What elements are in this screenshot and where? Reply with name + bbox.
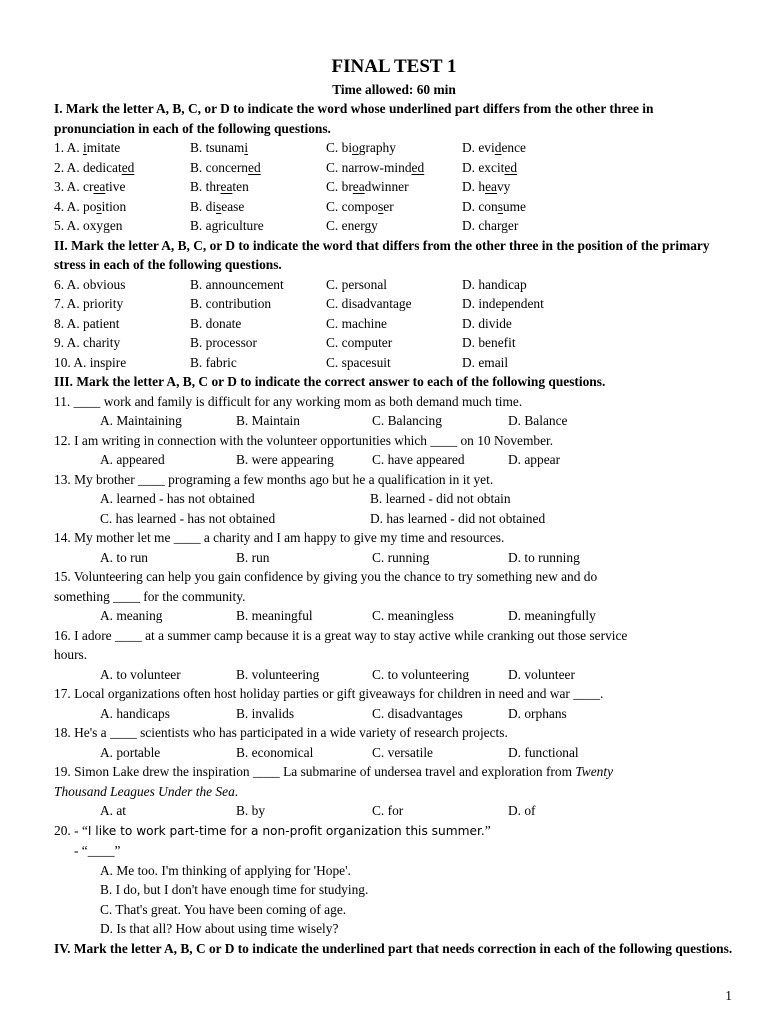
option-c: C. spacesuit <box>326 354 391 370</box>
option-a: 6. A. obvious <box>54 276 126 292</box>
option-c: C. to volunteering <box>372 666 470 682</box>
option-d: D. of <box>508 803 536 818</box>
option-a: A. to volunteer <box>100 666 181 682</box>
option-d: D. volunteer <box>508 666 575 682</box>
option-a: A. Me too. I'm thinking of applying for 'Hope'. <box>100 862 351 878</box>
option-c: C. energy <box>326 218 378 233</box>
option-d: D. meaningfully <box>508 608 596 623</box>
section-2-heading: II. Mark the letter A, B, C, or D to indicate the word that differs from the other three in the position of the primary stress in each of the following questions. <box>54 237 710 272</box>
reply-blank: - “____” <box>74 843 121 858</box>
test-page <box>54 55 734 958</box>
section-2-questions <box>54 275 734 373</box>
option-c: C. composer <box>326 198 394 214</box>
option-b: B. run <box>236 549 270 565</box>
question-12 <box>54 431 734 470</box>
question-13 <box>54 470 734 529</box>
option-a: 4. A. position <box>54 198 127 214</box>
option-b: B. meaningful <box>236 608 313 623</box>
option-a: A. to run <box>100 549 148 565</box>
question-stem-line-1: 16. I adore ____ at a summer camp because it is a great way to stay active while cranking out those service <box>54 627 628 643</box>
underlined-part: ea <box>220 179 233 194</box>
underlined-part: s <box>96 198 102 214</box>
section-1-questions <box>54 138 734 236</box>
option-c: C. have appeared <box>372 452 465 467</box>
option-d: D. email <box>462 354 509 370</box>
question-17 <box>54 684 734 723</box>
question-4 <box>54 197 734 217</box>
option-a: A. portable <box>100 744 161 760</box>
option-d: D. functional <box>508 744 579 760</box>
option-b: B. learned - did not obtain <box>370 491 511 506</box>
option-b: B. concerned <box>190 159 261 175</box>
option-d: D. Is that all? How about using time wisely? <box>100 921 339 936</box>
option-c: C. machine <box>326 315 387 331</box>
option-a: 10. A. inspire <box>54 354 127 370</box>
question-14 <box>54 528 734 567</box>
option-d: D. appear <box>508 452 561 467</box>
book-title-part-2: Thousand Leagues Under the Sea <box>54 783 235 799</box>
option-c: C. versatile <box>372 744 433 760</box>
option-d: D. has learned - did not obtained <box>370 510 546 526</box>
question-stem: 12. I am writing in connection with the volunteer opportunities which ____ on 10 November. <box>54 432 554 448</box>
option-d: D. handicap <box>462 276 527 292</box>
option-c: C. breadwinner <box>326 179 409 194</box>
question-19 <box>54 762 734 821</box>
underlined-part: ea <box>352 179 365 194</box>
option-c: C. That's great. You have been coming of age. <box>100 901 347 917</box>
option-a: 1. A. imitate <box>54 140 121 155</box>
underlined-part: ed <box>504 159 518 175</box>
stem-end: . <box>234 783 239 799</box>
option-d: D. to running <box>508 549 580 565</box>
option-b: B. tsunami <box>190 140 249 155</box>
option-c: C. computer <box>326 335 393 350</box>
underlined-part: ea <box>93 179 106 194</box>
underlined-part: s <box>378 198 384 214</box>
option-b: B. were appearing <box>236 452 334 467</box>
question-stem-line-2: something ____ for the community. <box>54 588 246 604</box>
question-18 <box>54 723 734 762</box>
underlined-part: ed <box>121 159 135 175</box>
underlined-part: o <box>352 140 359 155</box>
option-c: C. biography <box>326 140 396 155</box>
option-b: B. disease <box>190 198 245 214</box>
question-6 <box>54 275 734 295</box>
section-1-heading: I. Mark the letter A, B, C, or D to indicate the word whose underlined part differs from the other three in pronunciation in each of the following questions. <box>54 101 654 136</box>
underlined-part: i <box>83 140 87 155</box>
option-b: B. economical <box>236 744 314 760</box>
underlined-part: g <box>103 218 110 233</box>
underlined-part: d <box>494 140 502 155</box>
option-a: 7. A. priority <box>54 296 124 311</box>
option-a: 8. A. patient <box>54 315 120 331</box>
question-stem: 13. My brother ____ programing a few months ago but he a qualification in it yet. <box>54 471 494 487</box>
option-c: C. meaningless <box>372 608 454 623</box>
question-9 <box>54 333 734 353</box>
option-d: D. heavy <box>462 179 511 194</box>
stem-prefix: 20. - “ <box>54 822 88 838</box>
question-7 <box>54 294 734 314</box>
question-stem-line-1: 15. Volunteering can help you gain confidence by giving you the chance to try something new and do <box>54 569 598 584</box>
underlined-part: ed <box>248 159 261 175</box>
option-b: B. contribution <box>190 296 272 311</box>
book-title-part-1: Twenty <box>575 764 614 779</box>
question-10 <box>54 353 734 373</box>
option-c: C. Balancing <box>372 413 442 428</box>
option-c: C. for <box>372 803 404 818</box>
option-b: B. Maintain <box>236 413 300 428</box>
question-3 <box>54 177 734 197</box>
option-d: D. evidence <box>462 140 526 155</box>
option-c: C. has learned - has not obtained <box>100 510 276 526</box>
option-a: A. handicaps <box>100 705 170 721</box>
option-d: D. independent <box>462 296 544 311</box>
question-stem: 14. My mother let me ____ a charity and I am happy to give my time and resources. <box>54 530 505 545</box>
question-stem-line-2: hours. <box>54 647 88 662</box>
option-a: A. at <box>100 803 127 818</box>
option-b: B. donate <box>190 315 242 331</box>
page-title: FINAL TEST 1 <box>331 56 457 77</box>
option-a: A. appeared <box>100 452 165 467</box>
option-c: C. disadvantage <box>326 296 412 311</box>
question-11 <box>54 392 734 431</box>
option-c: C. narrow-minded <box>326 159 425 175</box>
option-c: C. personal <box>326 276 387 292</box>
question-15 <box>54 567 734 626</box>
question-8 <box>54 314 734 334</box>
option-d: D. orphans <box>508 705 567 721</box>
option-b: B. agriculture <box>190 218 264 233</box>
question-1 <box>54 138 734 158</box>
question-stem-line-2 <box>54 782 734 802</box>
option-d: D. divide <box>462 315 512 331</box>
time-allowed: Time allowed: 60 min <box>332 82 456 97</box>
option-b: B. fabric <box>190 354 237 370</box>
option-b: B. threaten <box>190 179 249 194</box>
underlined-part: i <box>244 140 249 155</box>
option-b: B. volunteering <box>236 666 320 682</box>
option-a: A. learned - has not obtained <box>100 491 255 506</box>
section-4-heading: IV. Mark the letter A, B, C or D to indicate the underlined part that needs correction in each of the following questions. <box>54 940 733 956</box>
question-2 <box>54 158 734 178</box>
option-c: C. running <box>372 549 430 565</box>
option-a: A. meaning <box>100 608 163 623</box>
question-stem <box>54 821 734 842</box>
underlined-part: ea <box>485 179 497 194</box>
option-b: B. I do, but I don't have enough time for studying. <box>100 882 369 897</box>
question-20 <box>54 821 734 939</box>
question-16 <box>54 626 734 685</box>
stem-suffix: ” <box>484 822 491 838</box>
section-3-heading: III. Mark the letter A, B, C or D to indicate the correct answer to each of the following questions. <box>54 374 606 389</box>
underlined-part: ed <box>411 159 425 175</box>
option-a: A. Maintaining <box>100 413 182 428</box>
question-stem-line-1 <box>54 762 734 782</box>
page-number: 1 <box>725 988 732 1003</box>
option-a: 5. A. oxygen <box>54 218 123 233</box>
option-a: 2. A. dedicated <box>54 159 135 175</box>
question-5 <box>54 216 734 236</box>
underlined-part: g <box>211 218 219 233</box>
option-b: B. processor <box>190 335 257 350</box>
option-d: D. charger <box>462 218 519 233</box>
option-d: D. Balance <box>508 413 568 428</box>
option-d: D. excited <box>462 159 518 175</box>
option-d: D. consume <box>462 198 526 214</box>
option-a: 3. A. creative <box>54 179 126 194</box>
underlined-part: g <box>501 218 508 233</box>
option-b: B. announcement <box>190 276 284 292</box>
underlined-part: g <box>364 218 372 233</box>
option-d: D. benefit <box>462 335 516 350</box>
question-stem: 17. Local organizations often host holiday parties or gift giveaways for children in need and war ____. <box>54 686 604 701</box>
stem-text: 19. Simon Lake drew the inspiration ____ La submarine of undersea travel and exploration from <box>54 764 576 779</box>
option-b: B. invalids <box>236 705 295 721</box>
option-c: C. disadvantages <box>372 705 463 721</box>
option-b: B. by <box>236 803 266 818</box>
question-stem: 11. ____ work and family is difficult for any working mom as both demand much time. <box>54 393 523 409</box>
underlined-part: s <box>216 198 222 214</box>
underlined-part: s <box>497 198 503 214</box>
stem-quote: I like to work part-time for a non-profit organization this summer. <box>87 823 485 838</box>
option-a: 9. A. charity <box>54 335 121 350</box>
question-stem: 18. He's a ____ scientists who has participated in a wide variety of research projects. <box>54 725 508 740</box>
